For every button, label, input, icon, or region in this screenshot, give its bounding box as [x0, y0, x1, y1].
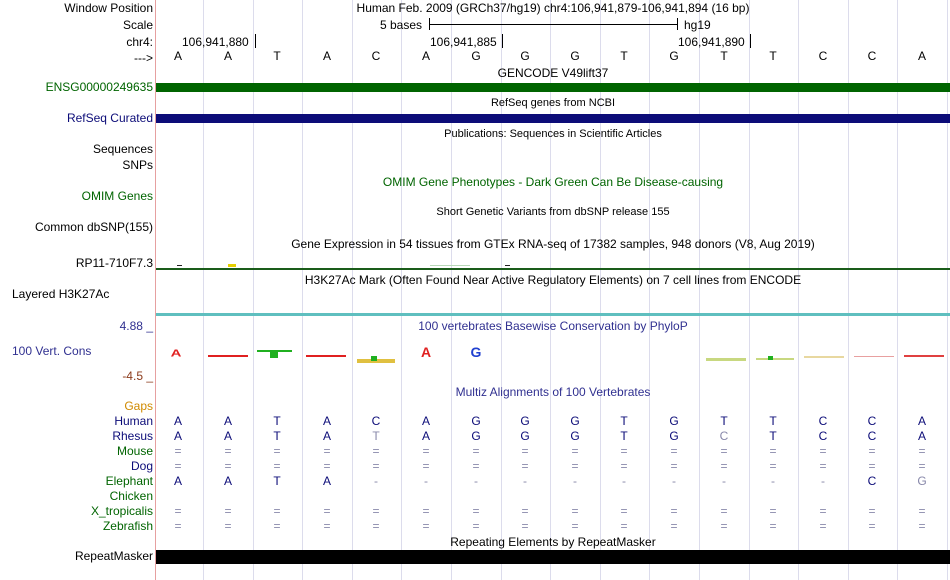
alignment-base: =: [819, 459, 827, 473]
alignment-base: T: [273, 429, 281, 443]
phylop-bar: [904, 355, 944, 357]
alignment-base: =: [273, 519, 281, 533]
base-sequence-row: [0, 49, 950, 65]
alignment-base: =: [372, 519, 380, 533]
h3k27ac-track-title: H3K27Ac Mark (Often Found Near Active Regulatory Elements) on 7 cell lines from ENCODE: [304, 273, 802, 287]
strand-arrow-label: --->: [134, 51, 153, 65]
omim-track-title: OMIM Gene Phenotypes - Dark Green Can Be Disease-causing: [382, 175, 724, 189]
alignment-base: A: [322, 429, 331, 443]
alignment-base: T: [769, 414, 777, 428]
alignment-base: A: [173, 474, 182, 488]
repeatmasker-element-bar[interactable]: [156, 550, 950, 564]
snps-track-label[interactable]: SNPs: [122, 158, 153, 172]
alignment-base: -: [523, 474, 527, 488]
coord-tick-2: [502, 34, 503, 48]
species-label: Human: [114, 414, 153, 428]
alignment-base: =: [571, 459, 579, 473]
alignment-base: =: [571, 504, 579, 518]
alignment-base: C: [867, 429, 877, 443]
alignment-base: =: [918, 519, 926, 533]
alignment-base: =: [372, 504, 380, 518]
gencode-track-title: GENCODE V49lift37: [497, 66, 609, 80]
sequence-base: G: [520, 49, 530, 63]
alignment-base: =: [868, 504, 876, 518]
phylop-bar: [371, 356, 377, 361]
phylop-bar: [804, 356, 844, 358]
alignment-base: =: [422, 444, 430, 458]
alignment-base: G: [669, 429, 679, 443]
alignment-base: =: [769, 459, 777, 473]
dbsnp-track-title: Short Genetic Variants from dbSNP release 155: [436, 206, 670, 218]
phylop-bar: [854, 356, 894, 357]
gtex-track-title: Gene Expression in 54 tissues from GTEx RNA-seq of 17382 samples, 948 donors (V8, Aug 2019): [291, 237, 815, 251]
track-labels-panel: [0, 0, 155, 580]
phylop-max-label: 4.88 _: [119, 319, 153, 333]
alignment-base: C: [818, 429, 828, 443]
alignment-base: G: [471, 429, 481, 443]
alignment-base: -: [474, 474, 478, 488]
species-label: Mouse: [116, 444, 153, 458]
alignment-base: A: [421, 429, 430, 443]
alignment-base: =: [472, 519, 480, 533]
sequence-base: G: [471, 49, 481, 63]
sequence-base: G: [570, 49, 580, 63]
alignment-base: A: [223, 414, 232, 428]
sequence-base: C: [818, 49, 828, 63]
gencode-track-label[interactable]: ENSG00000249635: [45, 80, 153, 94]
alignment-base: A: [223, 429, 232, 443]
alignment-base: =: [620, 504, 628, 518]
alignment-base: C: [818, 414, 828, 428]
sequence-base: T: [769, 49, 777, 63]
gtex-track-label[interactable]: RP11-710F7.3: [75, 256, 153, 270]
phylop-bar: [306, 355, 346, 357]
coord-tick-1: [255, 34, 256, 48]
alignment-base: A: [223, 474, 232, 488]
h3k27ac-signal: [156, 313, 950, 316]
gtex-mark: [505, 265, 510, 266]
alignment-base: C: [867, 414, 877, 428]
sequence-base: C: [371, 49, 381, 63]
alignment-base: =: [769, 444, 777, 458]
alignment-base: =: [769, 519, 777, 533]
alignment-base: =: [174, 519, 182, 533]
alignment-base: =: [323, 519, 331, 533]
phylop-bar: [270, 351, 278, 358]
gtex-mark: [177, 265, 182, 266]
gaps-label: Gaps: [124, 399, 153, 413]
refseq-track-label[interactable]: RefSeq Curated: [66, 111, 153, 125]
publications-track-title: Publications: Sequences in Scientific Articles: [444, 128, 662, 140]
alignment-base: =: [224, 459, 232, 473]
alignment-base: =: [670, 504, 678, 518]
alignment-base: =: [174, 504, 182, 518]
alignment-base: G: [917, 474, 927, 488]
species-label: Rhesus: [112, 429, 153, 443]
alignment-base: =: [273, 459, 281, 473]
alignment-base: -: [374, 474, 378, 488]
alignment-base: =: [224, 504, 232, 518]
phylop-logo-a: A: [170, 346, 182, 360]
alignment-base: A: [917, 414, 926, 428]
alignment-base: =: [472, 504, 480, 518]
chr-label: chr4:: [126, 35, 153, 49]
alignment-base: =: [372, 444, 380, 458]
phylop-bar: [706, 358, 746, 361]
alignment-base: =: [670, 459, 678, 473]
alignment-base: C: [371, 414, 381, 428]
phylop-bar: [756, 358, 794, 360]
sequence-base: G: [669, 49, 679, 63]
alignment-base: G: [669, 414, 679, 428]
gencode-gene-bar[interactable]: [156, 83, 950, 92]
phylop-bar: [768, 356, 773, 360]
alignment-base: G: [520, 429, 530, 443]
alignment-base: -: [424, 474, 428, 488]
phylop-conservation-plot: [156, 342, 950, 372]
coord-label-2: 106,941,885: [430, 35, 497, 49]
alignment-base: A: [322, 414, 331, 428]
alignment-base: =: [521, 519, 529, 533]
coord-label-1: 106,941,880: [182, 35, 249, 49]
alignment-base: =: [720, 504, 728, 518]
alignment-base: A: [322, 474, 331, 488]
alignment-base: =: [868, 459, 876, 473]
alignment-base: A: [173, 414, 182, 428]
alignment-base: T: [620, 414, 628, 428]
assembly-label: hg19: [684, 18, 711, 32]
alignment-base: =: [174, 444, 182, 458]
alignment-base: =: [521, 459, 529, 473]
scale-label: Scale: [122, 18, 153, 32]
sequence-base: A: [917, 49, 926, 63]
repeatmasker-track-title: Repeating Elements by RepeatMasker: [450, 535, 656, 549]
multiz-track-title: Multiz Alignments of 100 Vertebrates: [455, 385, 651, 399]
alignment-base: -: [821, 474, 825, 488]
sequence-base: T: [273, 49, 281, 63]
sequence-base: A: [223, 49, 232, 63]
alignment-base: T: [769, 429, 777, 443]
species-label: Dog: [130, 459, 153, 473]
phylop-bar: [208, 355, 248, 357]
alignment-base: =: [472, 444, 480, 458]
sequence-base: T: [720, 49, 728, 63]
alignment-base: T: [620, 429, 628, 443]
phylop-logo-a: A: [420, 344, 432, 360]
repeatmasker-track-label[interactable]: RepeatMasker: [74, 549, 153, 563]
alignment-base: G: [570, 414, 580, 428]
alignment-base: =: [372, 459, 380, 473]
gtex-mark: [228, 264, 236, 267]
alignment-base: =: [521, 504, 529, 518]
alignment-base: A: [173, 429, 182, 443]
alignment-base: =: [720, 519, 728, 533]
window-position-label: Window Position: [64, 1, 153, 15]
alignment-base: G: [570, 429, 580, 443]
sequence-base: C: [867, 49, 877, 63]
alignment-base: G: [520, 414, 530, 428]
alignment-base: =: [670, 444, 678, 458]
alignment-base: C: [867, 474, 877, 488]
species-label: Chicken: [109, 489, 153, 503]
alignment-base: =: [422, 504, 430, 518]
phylop-track-label[interactable]: 100 Vert. Cons: [12, 344, 92, 358]
alignment-base: =: [571, 519, 579, 533]
omim-track-label[interactable]: OMIM Genes: [81, 189, 153, 203]
phylop-min-label: -4.5 _: [122, 369, 153, 383]
alignment-base: =: [720, 444, 728, 458]
alignment-base: =: [918, 504, 926, 518]
alignment-base: -: [771, 474, 775, 488]
refseq-track-title: RefSeq genes from NCBI: [490, 97, 616, 109]
alignment-base: =: [620, 444, 628, 458]
alignment-base: -: [722, 474, 726, 488]
sequence-base: A: [173, 49, 182, 63]
alignment-base: =: [224, 444, 232, 458]
species-label: X_tropicalis: [90, 504, 153, 518]
alignment-base: =: [670, 519, 678, 533]
gtex-baseline: [156, 268, 950, 270]
phylop-logo-g: G: [470, 344, 482, 360]
alignment-base: -: [672, 474, 676, 488]
alignment-base: =: [571, 444, 579, 458]
alignment-base: A: [421, 414, 430, 428]
coord-label-3: 106,941,890: [678, 35, 745, 49]
alignment-base: =: [174, 459, 182, 473]
alignment-base: C: [719, 429, 729, 443]
species-label: Elephant: [105, 474, 153, 488]
alignment-base: T: [273, 474, 281, 488]
sequences-track-label[interactable]: Sequences: [92, 142, 153, 156]
alignment-base: =: [422, 459, 430, 473]
window-position-text: Human Feb. 2009 (GRCh37/hg19) chr4:106,941,879-106,941,894 (16 bp): [356, 1, 750, 15]
alignment-base: -: [622, 474, 626, 488]
dbsnp-track-label[interactable]: Common dbSNP(155): [34, 220, 153, 234]
alignment-base: =: [422, 519, 430, 533]
alignment-base: =: [521, 444, 529, 458]
alignment-base: =: [273, 504, 281, 518]
scale-text: 5 bases: [380, 18, 423, 32]
alignment-base: =: [868, 519, 876, 533]
alignment-base: =: [323, 504, 331, 518]
alignment-base: -: [573, 474, 577, 488]
gtex-mark: [430, 265, 470, 266]
alignment-base: =: [918, 444, 926, 458]
alignment-base: =: [720, 459, 728, 473]
sequence-base: A: [421, 49, 430, 63]
scale-bar-right-tick: [677, 18, 678, 30]
alignment-base: =: [620, 459, 628, 473]
alignment-base: =: [472, 459, 480, 473]
alignment-base: T: [273, 414, 281, 428]
alignment-base: =: [868, 444, 876, 458]
alignment-base: =: [769, 504, 777, 518]
species-label: Zebrafish: [102, 519, 153, 533]
alignment-base: =: [323, 444, 331, 458]
alignment-base: =: [620, 519, 628, 533]
scale-bar: [429, 24, 677, 25]
alignment-base: G: [471, 414, 481, 428]
coord-tick-3: [750, 34, 751, 48]
refseq-gene-bar[interactable]: [156, 114, 950, 123]
sequence-base: T: [620, 49, 628, 63]
alignment-base: =: [323, 459, 331, 473]
h3k27ac-track-label[interactable]: Layered H3K27Ac: [12, 287, 110, 301]
alignment-base: T: [372, 429, 380, 443]
alignment-base: =: [224, 519, 232, 533]
alignment-base: T: [720, 414, 728, 428]
alignment-base: A: [917, 429, 926, 443]
alignment-base: =: [819, 519, 827, 533]
sequence-base: A: [322, 49, 331, 63]
alignment-base: =: [819, 444, 827, 458]
phylop-track-title: 100 vertebrates Basewise Conservation by PhyloP: [418, 319, 688, 333]
alignment-base: =: [918, 459, 926, 473]
alignment-base: =: [273, 444, 281, 458]
alignment-base: =: [819, 504, 827, 518]
